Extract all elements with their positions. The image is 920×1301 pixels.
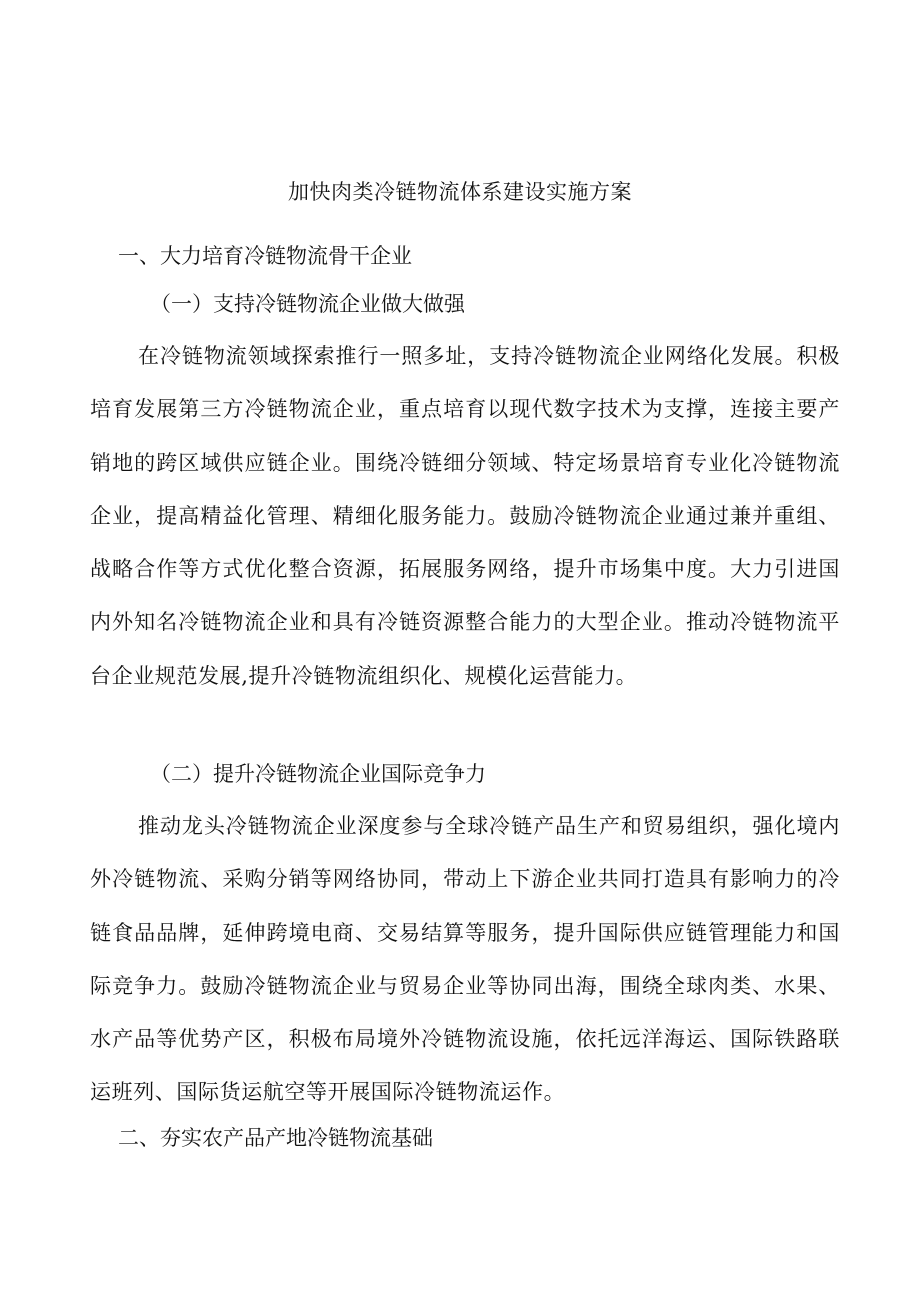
document-title: 加快肉类冷链物流体系建设实施方案 [288, 180, 632, 204]
paragraph-1-1: 在冷链物流领域探索推行一照多址，支持冷链物流企业网络化发展。积极培育发展第三方冷链物流企业，重点培育以现代数字技术为支撑，连接主要产销地的跨区域供应链企业。围绕冷链细分领域、特定场景培育专业化冷链物流企业，提高精益化管理、精细化服务能力。鼓励冷链物流企业通过兼并重组、战略合作等方式优化整合资源，拓展服务网络，提升市场集中度。大力引进国内外知名冷链物流企业和具有冷链资源整合能力的大型企业。推动冷链物流平台企业规范发展,提升冷链物流组织化、规模化运营能力。 [90, 344, 840, 688]
paragraph-1-2: 推动龙头冷链物流企业深度参与全球冷链产品生产和贸易组织，强化境内外冷链物流、采购分销等网络协同，带动上下游企业共同打造具有影响力的冷链食品品牌，延伸跨境电商、交易结算等服务，提升国际供应链管理能力和国际竞争力。鼓励冷链物流企业与贸易企业等协同出海，围绕全球肉类、水果、水产品等优势产区，积极布局境外冷链物流设施，依托远洋海运、国际铁路联运班列、国际货运航空等开展国际冷链物流运作。 [90, 814, 840, 1105]
section-heading-1: 一、大力培育冷链物流骨干企业 [118, 244, 412, 268]
section-heading-2: 二、夯实农产品产地冷链物流基础 [118, 1126, 433, 1150]
subsection-heading-1-2: （二）提升冷链物流企业国际竞争力 [150, 762, 486, 786]
subsection-heading-1-1: （一）支持冷链物流企业做大做强 [150, 292, 465, 316]
